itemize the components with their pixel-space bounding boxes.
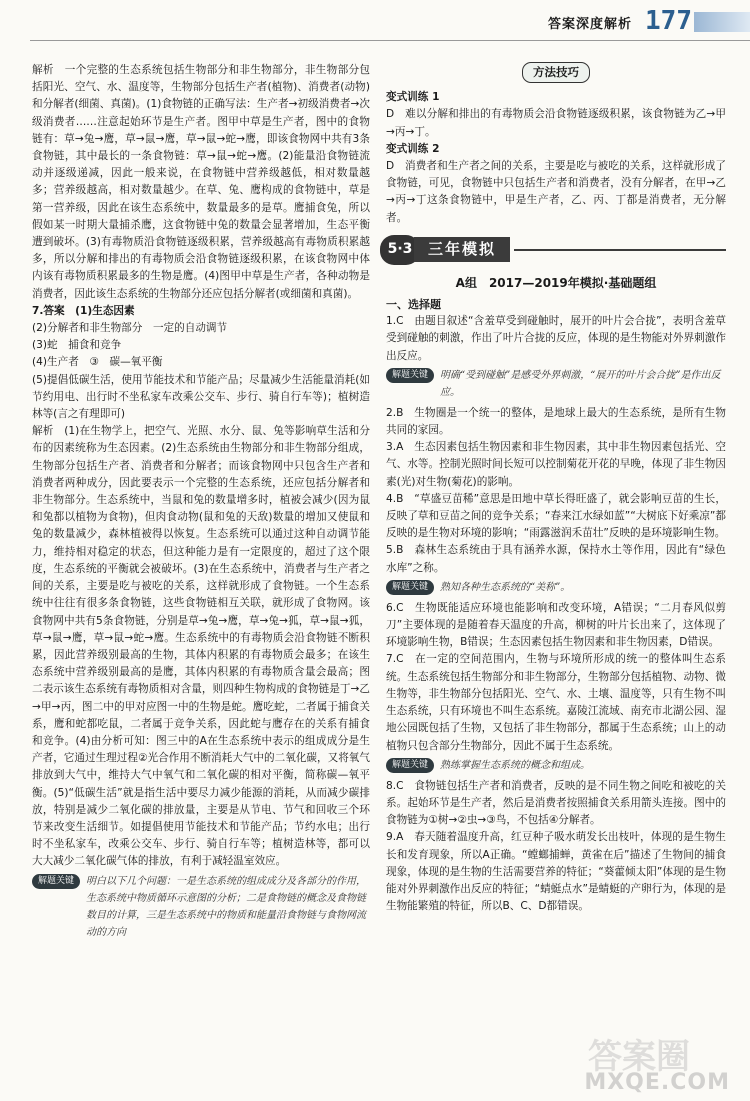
key-tip-text: 明白以下几个问题：一是生态系统的组成成分及各部分的作用，生态系统中物质循环示意图的分析；二是食物链的概念及食物链数目的计算，三是生态系统中的物质和能量沿食物链与食物网流动的方向 (86, 875, 367, 938)
key-tip-badge: 解题关键 (386, 758, 434, 773)
answer-q9: 9.A 春天随着温度升高，红豆种子吸水萌发长出枝叶，体现的是生物生长和发育现象，所以A正确。“螳螂捕蝉，黄雀在后”描述了生物间的捕食现象，体现的是生物的生活需要营养的特征；“葵藿倾太阳”体现的是生物能对外界刺激作出反应的特征；“蜻蜓点水”是蜻蜓的产卵行为，体现的是生物能繁殖的特征，所以B、C、D都错误。 (386, 831, 726, 913)
answer-q2: 2.B 生物圈是一个统一的整体，是地球上最大的生态系统，是所有生物共同的家园。 (386, 406, 726, 437)
answer-q4: 4.B “草盛豆苗稀”意思是田地中草长得旺盛了，就会影响豆苗的生长，反映了草和豆苗之间的竞争关系；“春来江水绿如蓝”“大树底下好乘凉”都反映的是生物对环境的影响；“雨露滋润禾苗壮”反映的是环境影响生物。 (386, 492, 726, 540)
key-tip-badge: 解题关键 (32, 874, 80, 889)
variant-1-text: D 难以分解和排出的有毒物质会沿食物链逐级积累，该食物链为乙→甲→丙→丁。 (386, 108, 726, 138)
answer-q3: 3.A 生态因素包括生物因素和非生物因素，其中非生物因素包括光、空气、水等。控制光照时间长短可以控制菊花开花的早晚，体现了非生物因素(光)对生物(菊花)的影响。 (386, 441, 726, 488)
banner-rule (514, 249, 726, 251)
explanation-block-1: 解析 一个完整的生态系统包括生物部分和非生物部分，非生物部分包括阳光、空气、水、温度等，生物部分包括生产者(植物)、消费者(动物)和分解者(细菌、真菌)。(1)食物链的正确写法：生产者→初级消费者→次级消费者……注意起始环节是生产者。图甲中草是生产者，图中的食物链有：草→兔→鹰，草→鼠→鹰，草→鼠→蛇→鹰，即该食物网中共有3条食物链，其中最长的一条食物链：草→鼠→蛇→鹰。(2)能量沿食物链流动并逐级递减，因此一般来说，在食物链中营养级越低，相对数量越多；营养级越高，相对数量越少。在草、兔、鹰构成的食物链中，草是第一营养级，因此在该生态系统中，数量最多的是草。鹰捕食兔，所以假如某一时期大量捕杀鹰，这食物链中兔的数量会显著增加，生态平衡遭到破坏。(3)有毒物质沿食物链逐级积累，营养级越高有毒物质积累越多，所以分解和排出的有毒物质会沿食物链逐级积累，在该食物网中体内该有毒物质积累最多的生物是鹰。(4)图甲中草是生产者，各种动物是消费者，因此该生态系统的生物部分还应包括分解者(或细菌和真菌)。 (32, 64, 370, 300)
header-title: 答案深度解析 (547, 17, 632, 32)
right-column (386, 62, 726, 915)
key-tip-badge: 解题关键 (386, 580, 434, 595)
left-column (32, 62, 370, 945)
key-tip-text: 明确“受到碰触”是感受外界刺激，“展开的叶片会合拢”是作出反应。 (440, 369, 721, 398)
watermark (586, 1027, 736, 1097)
key-tip (386, 367, 726, 401)
three-year-mock-banner (380, 235, 726, 265)
banner-label: 三年模拟 (414, 237, 510, 262)
explanation-block-2: 解析 (1)在生物学上，把空气、光照、水分、鼠、兔等影响草生活和分布的因素统称为生态因素。(2)生态系统由生物部分和非生物部分组成，生物部分包括生产者、消费者和分解者；而该食物网中只包含生产者和消费者两种成分，因此要表示一个完整的生态系统，还应包括分解者和非生物部分。生态系统中，当鼠和兔的数量增多时，植被会减少(因为鼠和兔都以植物为食物)，但肉食动物(鼠和兔的天敌)数量的增加又使鼠和兔的数量减少，森林植被得以恢复。生态系统可以通过这种自动调节能力，维持相对稳定的状态，但这种能力是有一定限度的，超过了这个限度，生态系统的平衡就会被破坏。(3)在生态系统中，消费者与生产者之间的关系，主要是吃与被吃的关系，这样就形成了食物链。一个生态系统中往往有很多条食物链，这些食物链相互关联，就形成了食物网。该食物网中共有5条食物链，分别是草→兔→鹰，草→兔→狐，草→鼠→狐，草→鼠→鹰，草→鼠→蛇→鹰。生态系统中的有毒物质会沿食物链不断积累，因此营养级别最高的生物，其体内积累的有毒物质会最多；在该生态系统中营养级别最高的是鹰，其体内积累的有毒物质含量会最高；图二表示该生态系统有毒物质相对含量，则四种生物构成的食物链是丁→乙→甲→丙，图二中的甲对应图一中的生物是蛇。鹰吃蛇，二者属于捕食关系，鹰和蛇都吃鼠，二者属于竞争关系，因此蛇与鹰存在的关系有捕食和竞争。(4)由分析可知：图三中的A在生态系统中表示的组成成分是生产者，它通过生理过程②光合作用不断消耗大气中的二氧化碳，又将氧气排放到大气中，维持大气中氧气和二氧化碳的相对平衡，简称碳—氧平衡。(5)“低碳生活”就是指生活中要尽力减少能源的消耗，从而减少碳排放，特别是减少二氧化碳的排放量，主要是从节电、节气和回收三个环节来改变生活细节。如提倡使用节能技术和节能产品；节约水电；出行时不坐私家车，改乘公交车、步行、骑自行车等；植树造林等，都可以大大减少二氧化碳气体的排放，有利于减轻温室效应。 (32, 425, 370, 868)
variant-2-title: 变式训练 2 (386, 142, 440, 155)
group-title: A组 2017—2019年模拟·基础题组 (455, 275, 657, 290)
answer-q6: 6.C 生物既能适应环境也能影响和改变环境，A错误；“二月春风似剪刀”主要体现的是随着春天温度的升高，柳树的叶片长出来了，这体现了环境影响生物，B错误；生态因素包括生物因素和非生物因素，D错误。 (386, 601, 726, 649)
page-header (0, 0, 750, 40)
q7-answer-line: (2)分解者和非生物部分 一定的自动调节 (32, 322, 228, 335)
variant-1-title: 变式训练 1 (386, 91, 440, 104)
watermark-site: MXQE.COM (584, 1070, 730, 1095)
header-decoration (694, 12, 750, 32)
answer-q1: 1.C 由题目叙述“含羞草受到碰触时，展开的叶片会合拢”，表明含羞草受到碰触的刺激，作出了叶片合拢的反应，体现的是生物能对外界刺激作出反应。 (386, 315, 726, 362)
answer-q7: 7.C 在一定的空间范围内，生物与环境所形成的统一的整体叫生态系统。生态系统包括生物部分和非生物部分，生物部分包括植物、动物、微生物等，非生物部分包括阳光、空气、水、土壤、温度等，只有生物不叫生态系统，只有环境也不叫生态系统。嘉陵江流域、南充市北湖公园、湿地公园既包括了生物，又包括了非生物部分，都属于生态系统；山上的动植物只包含部分生物部分，因此不属于生态系统。 (386, 653, 726, 752)
q7-answer-line: (3)蛇 捕食和竞争 (32, 339, 122, 352)
method-tips-label: 方法技巧 (522, 62, 590, 83)
q7-answer-line: (5)提倡低碳生活，使用节能技术和节能产品；尽量减少生活能量消耗(如节约用电、出行时不坐私家车改乘公交车、步行、骑自行车等)；植树造林等(言之有理即可) (32, 373, 370, 421)
banner-badge: 5·3 (380, 235, 420, 265)
header-rule (30, 40, 750, 41)
key-tip (32, 873, 370, 941)
section-title: 一、选择题 (386, 298, 441, 312)
q7-answer-line: (4)生产者 ③ 碳—氧平衡 (32, 356, 163, 369)
watermark-logo-text: 答案圈 (588, 1037, 690, 1077)
key-tip (386, 579, 726, 596)
key-tip (386, 757, 726, 774)
q7-answer-heading: 7.答案 (1)生态因素 (32, 304, 135, 317)
key-tip-text: 熟知各种生态系统的“美称”。 (440, 581, 571, 593)
answer-q5: 5.B 森林生态系统由于具有涵养水源，保持水土等作用，因此有“绿色水库”之称。 (386, 544, 726, 574)
answer-q8: 8.C 食物链包括生产者和消费者，反映的是不同生物之间吃和被吃的关系。起始环节是生产者，然后是消费者按照捕食关系用箭头连接。图中的食物链为①树→②虫→③鸟，不包括④分解者。 (386, 779, 726, 827)
key-tip-text: 熟练掌握生态系统的概念和组成。 (440, 759, 591, 771)
method-tips-badge (386, 62, 726, 83)
key-tip-badge: 解题关键 (386, 368, 434, 383)
variant-2-text: D 消费者和生产者之间的关系，主要是吃与被吃的关系，这样就形成了食物链，可见，食物链中只包括生产者和消费者，没有分解者，在甲→乙→丙→丁这条食物链中，甲是生产者，乙、丙、丁都是消费者，无分解者。 (386, 160, 726, 224)
page-number: 177 (645, 6, 692, 36)
